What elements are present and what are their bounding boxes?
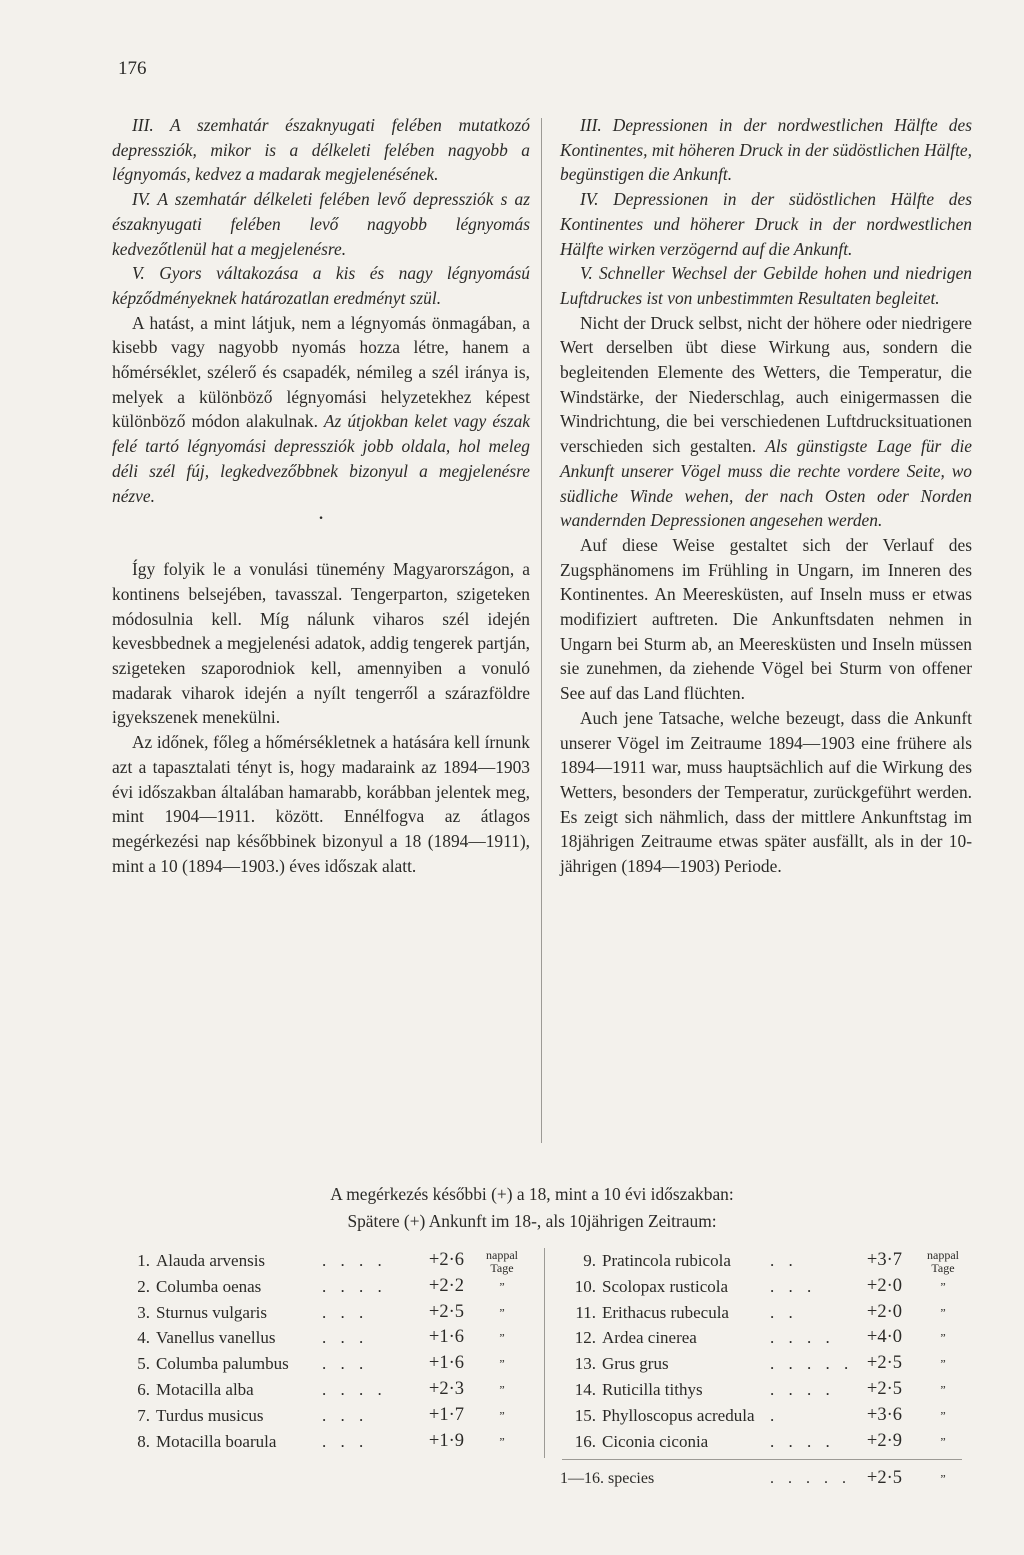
unit-label: „ (499, 1324, 505, 1339)
german-paragraph (560, 113, 972, 187)
arrival-difference: +1·7 (428, 1404, 464, 1425)
table-row (112, 1429, 532, 1455)
leader-dots: . . . (322, 1431, 369, 1451)
species-name: Columba palumbus (156, 1354, 289, 1374)
unit-label: „ (499, 1350, 505, 1365)
unit-label: „ (940, 1375, 946, 1390)
section-dot: · (317, 505, 325, 531)
row-number: 7. (137, 1405, 150, 1425)
table-row (112, 1377, 532, 1403)
unit-label: „ (940, 1427, 946, 1442)
unit-label (474, 1248, 530, 1275)
paragraph-italic-text: Als günstigste Lage für die Ankunft unserer Vögel muss die rechte vordere Seite, wo südliche Winde wehen, der nach Osten oder Norden wandernden Depressionen angesehen werden. (560, 436, 973, 531)
leader-dots: . . . (322, 1328, 369, 1348)
paragraph-text: IV. Depressionen in der südöstlichen Hälfte des Kontinentes und höherer Druck in der nordwestlichen Hälfte wirken verzögernd auf die Ankunft. (560, 189, 972, 259)
arrival-difference: +2·0 (866, 1275, 902, 1296)
arrival-difference: +1·6 (428, 1327, 464, 1348)
row-number: 6. (137, 1379, 150, 1399)
page-number: 176 (118, 58, 147, 79)
paragraph-text: V. Gyors váltakozása a kis és nagy légnyomású képződményeknek határozatlan eredményt szül. (112, 263, 530, 308)
species-name: Motacilla alba (156, 1379, 254, 1399)
table-row (112, 1300, 532, 1326)
leader-dots: . . . . (770, 1431, 835, 1451)
paragraph-text: A hatást, a mint látjuk, nem a légnyomás önmagában, a kisebb vagy nagyobb nyomás hozza létre, hanem a hőmérséklet, szélerő és csapadék, némileg a szél iránya is, melyek a különböző légnyomási helyzetekhez képest különböző módon alakulnak. (112, 312, 530, 432)
species-name: Phylloscopus acredula (602, 1405, 755, 1425)
row-number: 1. (137, 1251, 150, 1270)
table-row (560, 1248, 972, 1274)
paragraph-text: III. A szemhatár északnyugati felében mutatkozó depressziók, mikor is a délkeleti felében nagyobb a légnyomás, kedvez a madarak megjelenésének. (112, 115, 530, 185)
arrival-difference: +2·5 (428, 1301, 464, 1322)
leader-dots: . . (770, 1302, 798, 1322)
arrival-difference: +3·6 (866, 1404, 902, 1425)
row-number: 9. (583, 1251, 596, 1270)
leader-dots: . . . (322, 1354, 369, 1374)
row-number: 12. (574, 1328, 596, 1348)
unit-label: „ (499, 1427, 505, 1442)
hungarian-column (112, 113, 530, 878)
species-name: Ruticilla tithys (602, 1379, 703, 1399)
leader-dots: . . . (770, 1276, 817, 1296)
unit-label: „ (499, 1375, 505, 1390)
species-name: Ardea cinerea (602, 1328, 697, 1348)
hungarian-paragraph (112, 311, 530, 509)
arrival-difference: +4·0 (866, 1327, 902, 1348)
leader-dots: . (770, 1405, 780, 1425)
species-name: Pratincola rubicola (602, 1251, 731, 1270)
unit-label: „ (940, 1324, 946, 1339)
arrival-difference: +2·5 (866, 1353, 902, 1374)
hungarian-paragraph (112, 113, 530, 187)
hungarian-paragraph (112, 187, 530, 261)
table-row (560, 1300, 972, 1326)
species-name: Motacilla boarula (156, 1431, 277, 1451)
paragraph-text: Auf diese Weise gestaltet sich der Verlauf des Zugsphänomens im Frühling in Ungarn, im Inneren des Kontinentes. An Meeresküsten, auf Inseln muss er etwas modifiziert auftreten. Die Ankunftsdaten nehmen in Ungarn bei Sturm ab, an Meeresküsten und Inseln müssen sie zunehmen, da ziehende Vögel bei Sturm von offener See auf das Land flüchten. (560, 534, 972, 704)
german-paragraph (560, 311, 972, 533)
row-number: 10. (574, 1276, 596, 1296)
species-name: Turdus musicus (156, 1405, 264, 1425)
table-row (560, 1325, 972, 1351)
unit-hungarian: nappal (927, 1248, 959, 1262)
species-name: Grus grus (602, 1354, 669, 1374)
table-caption-hungarian: A megérkezés későbbi (+) a 18, mint a 10 évi időszakban: (330, 1184, 734, 1204)
leader-dots: . . . (322, 1302, 369, 1322)
paragraph-text: V. Schneller Wechsel der Gebilde hohen und niedrigen Luftdruckes ist von unbestimmten Resultaten begleitet. (560, 263, 972, 308)
leader-dots: . . . . (322, 1251, 387, 1270)
paragraph-text: Az időnek, főleg a hőmérsékletnek a hatására kell írnunk azt a tapasztalati tényt is, hogy madaraink az 1894—1903 évi időszakban általában hamarabb, korábban jelentek meg, mint 1904—1911. között. Ennélfogva az átlagos megérkezési nap későbbinek bizonyul a 18 (1894—1911), mint a 10 (1894—1903.) éves időszak alatt. (112, 732, 530, 876)
unit-hungarian: nappal (486, 1248, 518, 1262)
row-number: 11. (575, 1302, 596, 1322)
species-name: Sturnus vulgaris (156, 1302, 267, 1322)
paragraph-text: IV. A szemhatár délkeleti felében levő depressziók s az északnyugati felében levő nagyobb légnyomás kedvezőtlenül hat a megjelenésre. (112, 189, 530, 259)
hungarian-paragraph (112, 730, 530, 878)
species-name: Vanellus vanellus (156, 1328, 276, 1348)
leader-dots: . . . . . (770, 1354, 854, 1374)
species-table-right (560, 1248, 972, 1454)
arrival-difference: +2·0 (866, 1301, 902, 1322)
leader-dots: . . . . (322, 1379, 387, 1399)
unit-german: Tage (490, 1261, 514, 1275)
table-row (112, 1325, 532, 1351)
species-name: Ciconia ciconia (602, 1431, 709, 1451)
unit-german: Tage (931, 1261, 955, 1275)
arrival-difference: +1·6 (428, 1353, 464, 1374)
arrival-difference: +2·6 (428, 1250, 464, 1270)
table-row (112, 1274, 532, 1300)
row-number: 13. (574, 1354, 596, 1374)
species-name: Scolopax rusticola (602, 1276, 729, 1296)
row-number: 14. (574, 1379, 596, 1399)
species-table-left (112, 1248, 532, 1454)
row-number: 8. (137, 1431, 150, 1451)
total-value: +2·5 (866, 1468, 902, 1488)
table-row (560, 1351, 972, 1377)
row-number: 15. (574, 1405, 596, 1425)
species-name: Alauda arvensis (156, 1251, 266, 1270)
leader-dots: . . . . (770, 1379, 835, 1399)
table-caption-german: Spätere (+) Ankunft im 18-, als 10jährigen Zeitraum: (347, 1211, 717, 1231)
unit-label: „ (940, 1401, 946, 1416)
table-row (112, 1403, 532, 1429)
row-number: 3. (137, 1302, 150, 1322)
column-divider (541, 118, 542, 1143)
german-paragraph (560, 261, 972, 310)
table-row (560, 1377, 972, 1403)
german-column (560, 113, 972, 879)
paragraph-text: III. Depressionen in der nordwestlichen Hälfte des Kontinentes, mit höheren Druck in der südöstlichen Hälfte, begünstigen die Ankunft. (560, 115, 972, 185)
unit-label: „ (940, 1298, 946, 1313)
leader-dots: . . . (322, 1405, 369, 1425)
table-row (560, 1429, 972, 1455)
german-paragraph (560, 706, 972, 879)
leader-dots: . . (770, 1251, 798, 1270)
species-name: Columba oenas (156, 1276, 262, 1296)
row-number: 4. (137, 1328, 150, 1348)
row-number: 2. (137, 1276, 150, 1296)
table-row (112, 1248, 532, 1274)
hungarian-paragraph (112, 557, 530, 730)
row-number: 5. (137, 1354, 150, 1374)
arrival-difference: +2·5 (866, 1378, 902, 1399)
paragraph-italic-text: Az útjokban kelet vagy észak felé tartó légnyomási depressziók jobb oldala, hol meleg déli szél fúj, legkedvezőbbnek bizonyul a megjelenésre nézve. (112, 411, 530, 506)
total-label: 1—16. species (560, 1470, 655, 1487)
row-number: 16. (574, 1431, 596, 1451)
arrival-difference: +3·7 (866, 1250, 902, 1270)
table-row (560, 1274, 972, 1300)
unit-label: „ (940, 1272, 946, 1287)
paragraph-text: Nicht der Druck selbst, nicht der höhere oder niedrigere Wert derselben übt diese Wirkung aus, sondern die begleitenden Elemente des Wetters, die Temperatur, die Windstärke, der Niederschlag, auch einigermassen die Windrichtung, die bei verschiedenen Luftdrucksituationen verschieden sich gestalten. (560, 312, 972, 457)
table-divider (544, 1248, 545, 1458)
unit-label: „ (940, 1350, 946, 1365)
unit-label: „ (499, 1401, 505, 1416)
total-unit: „ (940, 1465, 946, 1479)
leader-dots: . . . . (322, 1276, 387, 1296)
paragraph-text: Auch jene Tatsache, welche bezeugt, dass die Ankunft unserer Vögel im Zeitraume 1894—1903 eine frühere als 1894—1911 war, muss hauptsächlich auf die Wirkung des Wetters, besonders der Temperatur, zurückgeführt werden. Es zeigt sich nähmlich, dass der mittlere Ankunftstag im 18jährigen Zeitraume etwas später ausfällt, als in der 10-jährigen (1894—1903) Periode. (560, 707, 972, 877)
unit-label: „ (499, 1272, 505, 1287)
unit-label: „ (499, 1298, 505, 1313)
arrival-difference: +2·3 (428, 1378, 464, 1399)
arrival-difference: +1·9 (428, 1430, 464, 1451)
arrival-difference: +2·9 (866, 1430, 902, 1451)
table-row (560, 1403, 972, 1429)
table-row (112, 1351, 532, 1377)
arrival-difference: +2·2 (428, 1275, 464, 1296)
total-rule (562, 1459, 962, 1460)
total-row (560, 1466, 972, 1492)
german-paragraph (560, 187, 972, 261)
hungarian-paragraph (112, 261, 530, 310)
leader-dots: . . . . (770, 1328, 835, 1348)
german-paragraph (560, 533, 972, 706)
total-dots: . . . . . (770, 1470, 851, 1487)
paragraph-text: Így folyik le a vonulási tünemény Magyarországon, a kontinens belsejében, tavasszal. Tengerparton, szigeteken módosulnia kell. Míg nálunk viharos szél idején kevesbbednek a megjelenési adatok, addig tengerek partján, szigeteken szaporodniok kell, amennyiben a vonuló madarak viharok idején a nyílt tengerről a szárazföldre igyekszenek menekülni. (112, 559, 530, 728)
unit-label (914, 1248, 972, 1275)
species-name: Erithacus rubecula (602, 1302, 729, 1322)
